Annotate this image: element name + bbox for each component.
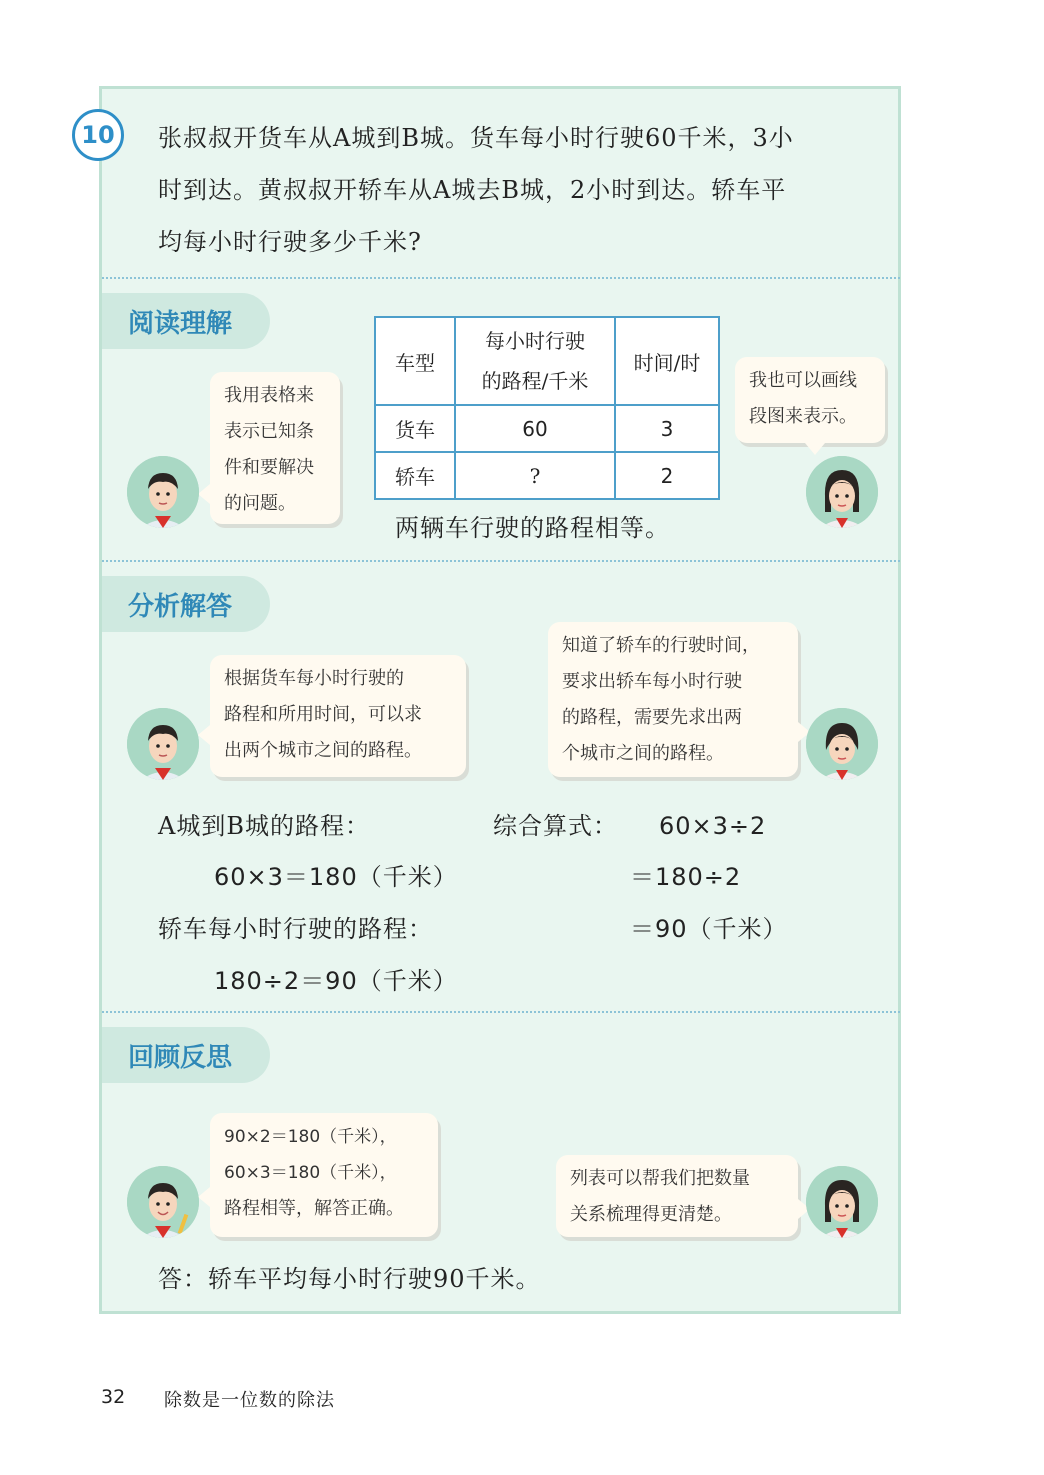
page-number: 32 xyxy=(101,1386,126,1408)
speech-bubble-boy-2 xyxy=(210,655,466,777)
problem-line: 时到达。黄叔叔开轿车从A城去B城，2小时到达。轿车平 xyxy=(158,176,787,204)
girl-face-icon xyxy=(806,1166,878,1238)
table-note: 两辆车行驶的路程相等。 xyxy=(395,514,670,542)
combined-line: ＝180÷2 xyxy=(630,863,742,891)
bubble-line: 列表可以帮我们把数量 xyxy=(570,1168,750,1189)
table-header-speed-line: 每小时行驶 xyxy=(485,329,585,353)
boy-face-icon xyxy=(127,456,199,528)
bubble-line: 表示已知条 xyxy=(224,421,314,442)
combined-label: 综合算式： xyxy=(493,812,618,840)
boy-avatar xyxy=(127,456,199,528)
bubble-line: 的路程，需要先求出两 xyxy=(562,707,742,728)
chapter-title: 除数是一位数的除法 xyxy=(164,1390,335,1411)
girl-face-icon xyxy=(806,708,878,780)
table-cell: 货车 xyxy=(375,405,455,452)
bubble-line: 件和要解决 xyxy=(224,457,314,478)
problem-number-badge: 10 xyxy=(72,109,124,161)
bubble-line: 90×2＝180（千米）， xyxy=(224,1127,397,1147)
table-header-speed xyxy=(455,317,615,405)
bubble-line: 根据货车每小时行驶的 xyxy=(224,668,404,689)
speech-bubble-boy-3 xyxy=(210,1113,438,1237)
problem-line: 张叔叔开货车从A城到B城。货车每小时行驶60千米，3小 xyxy=(158,124,794,152)
bubble-line: 60×3＝180（千米）， xyxy=(224,1163,397,1183)
table-header-time: 时间/时 xyxy=(615,317,719,405)
bubble-line: 路程相等，解答正确。 xyxy=(224,1198,404,1219)
answer-text: 答：轿车平均每小时行驶90千米。 xyxy=(158,1265,541,1293)
bubble-line: 的问题。 xyxy=(224,493,296,514)
speech-bubble-girl-3 xyxy=(556,1155,798,1237)
problem-line: 均每小时行驶多少千米? xyxy=(158,228,422,256)
boy-avatar xyxy=(127,708,199,780)
section-divider xyxy=(102,560,900,562)
bubble-line: 路程和所用时间，可以求 xyxy=(224,704,422,725)
section-divider xyxy=(102,1011,900,1013)
section-tab-analyze: 分析解答 xyxy=(102,576,270,632)
table-cell: 2 xyxy=(615,452,719,499)
section-tab-review: 回顾反思 xyxy=(102,1027,270,1083)
table-header-type: 车型 xyxy=(375,317,455,405)
boy-face-icon xyxy=(127,708,199,780)
section-divider xyxy=(102,277,900,279)
data-table xyxy=(374,316,720,500)
table-header-speed-line: 的路程/千米 xyxy=(481,369,589,393)
solution-step2-label: 轿车每小时行驶的路程： xyxy=(158,915,433,943)
bubble-line: 要求出轿车每小时行驶 xyxy=(562,671,742,692)
speech-bubble-girl-1 xyxy=(735,357,885,443)
bubble-line: 知道了轿车的行驶时间， xyxy=(562,635,760,656)
girl-avatar xyxy=(806,1166,878,1238)
speech-bubble-boy-1 xyxy=(210,372,340,524)
bubble-line: 段图来表示。 xyxy=(749,406,857,427)
bubble-line: 出两个城市之间的路程。 xyxy=(224,740,422,761)
girl-face-icon xyxy=(806,456,878,528)
solution-step1-calc: 60×3＝180（千米） xyxy=(214,863,458,891)
table-cell: 轿车 xyxy=(375,452,455,499)
combined-line: 60×3÷2 xyxy=(659,812,767,840)
solution-step2-calc: 180÷2＝90（千米） xyxy=(214,967,458,995)
boy-face-icon xyxy=(127,1166,199,1238)
table-cell: 3 xyxy=(615,405,719,452)
table-cell: ? xyxy=(455,452,615,499)
combined-line: ＝90（千米） xyxy=(630,915,788,943)
girl-avatar xyxy=(806,456,878,528)
solution-step1-label: A城到B城的路程： xyxy=(158,812,370,840)
bubble-line: 关系梳理得更清楚。 xyxy=(570,1204,732,1225)
boy-avatar xyxy=(127,1166,199,1238)
bubble-line: 我也可以画线 xyxy=(749,370,857,391)
bubble-line: 个城市之间的路程。 xyxy=(562,743,724,764)
girl-avatar xyxy=(806,708,878,780)
bubble-line: 我用表格来 xyxy=(224,385,314,406)
speech-bubble-girl-2 xyxy=(548,622,798,777)
section-tab-read: 阅读理解 xyxy=(102,293,270,349)
table-cell: 60 xyxy=(455,405,615,452)
problem-text xyxy=(158,112,883,268)
